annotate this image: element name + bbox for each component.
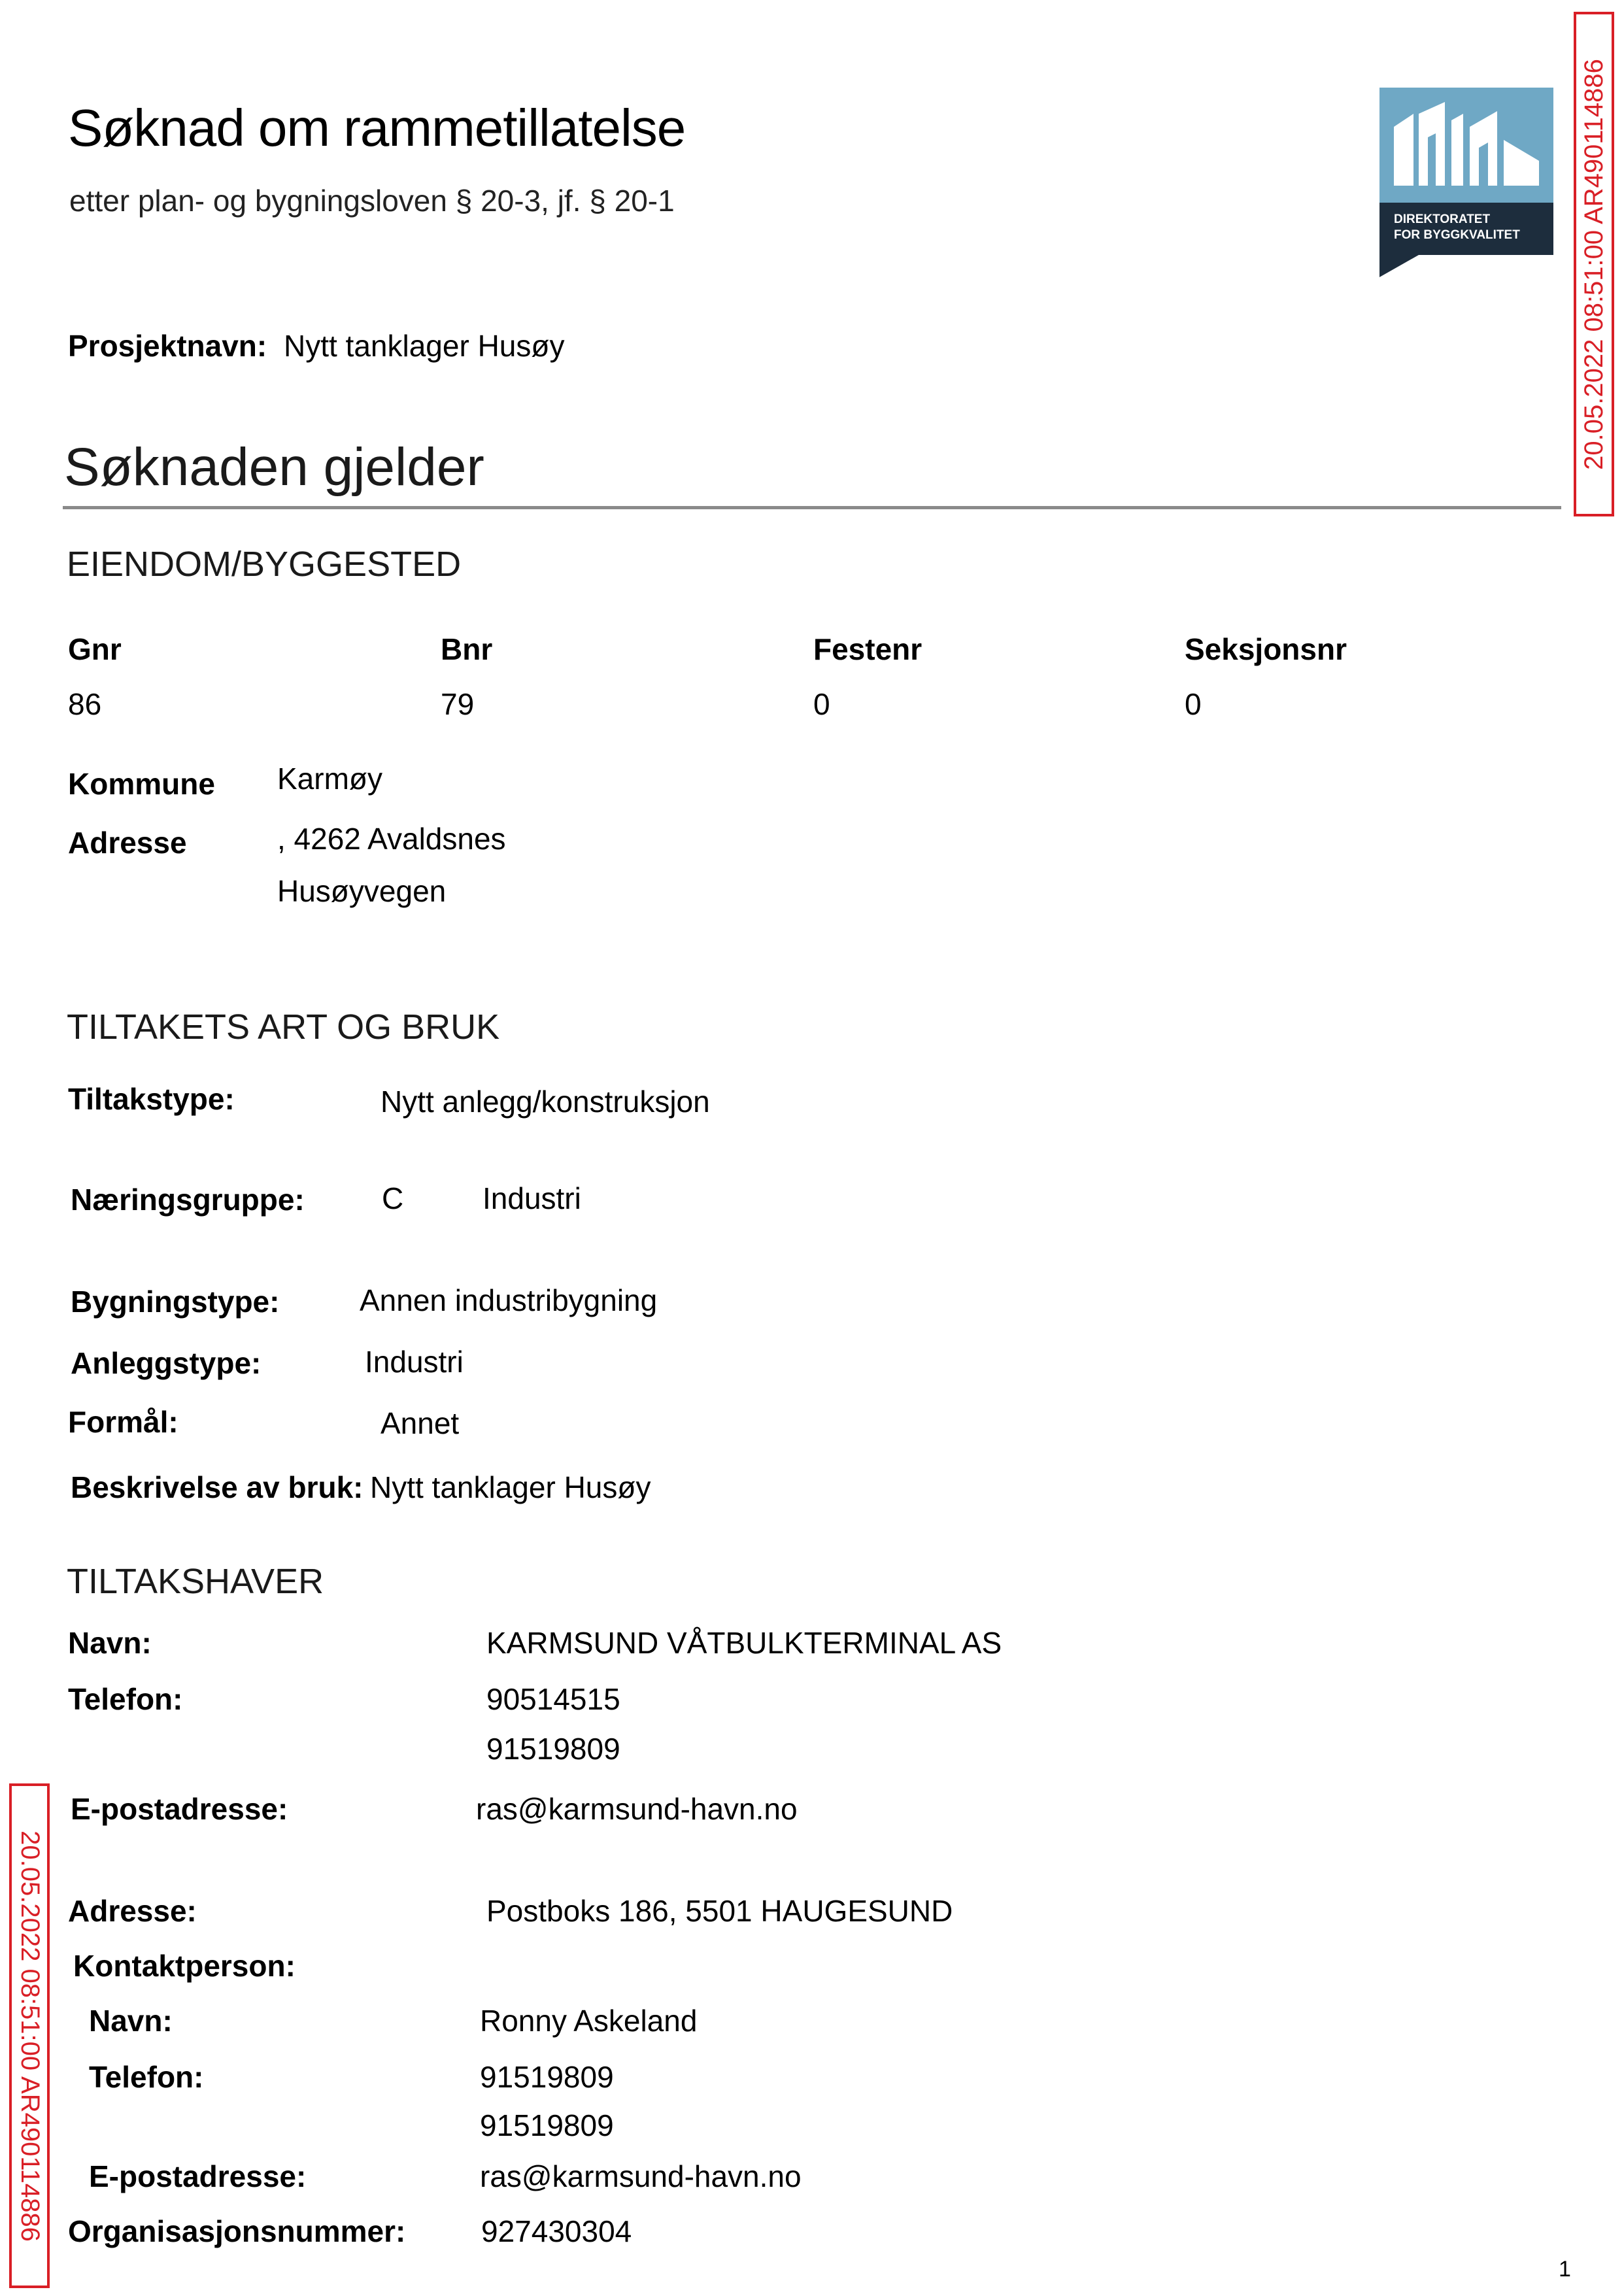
anleggstype-value: Industri — [365, 1345, 464, 1379]
logo-flag — [1379, 255, 1419, 277]
naeringsgruppe-value: Industri — [482, 1181, 581, 1215]
section-heading-tiltakshaver: TILTAKSHAVER — [67, 1562, 324, 1601]
kontakt-epost-value: ras@karmsund-havn.no — [480, 2159, 802, 2193]
tiltakstype-value: Nytt anlegg/konstruksjon — [381, 1085, 710, 1119]
section-heading-tiltak: TILTAKETS ART OG BRUK — [67, 1007, 500, 1047]
anleggstype-label: Anleggstype: — [71, 1346, 262, 1380]
formal-label: Formål: — [68, 1405, 178, 1439]
received-stamp-bottom — [9, 1783, 50, 2288]
page-number: 1 — [1559, 2257, 1571, 2282]
tiltakshaver-epost-value: ras@karmsund-havn.no — [476, 1792, 798, 1826]
festenr-label: Festenr — [813, 632, 922, 666]
dibk-logo-icon — [1379, 88, 1553, 203]
stamp-text-bottom: 20.05.2022 08:51:00 AR490114886 — [15, 1830, 44, 2242]
kommune-value: Karmøy — [277, 762, 382, 796]
dibk-logo-text — [1379, 203, 1553, 255]
tiltakstype-label: Tiltakstype: — [68, 1082, 235, 1116]
kontaktperson-label: Kontaktperson: — [73, 1949, 296, 1983]
tiltakshaver-telefon-1: 90514515 — [486, 1682, 620, 1716]
kontakt-navn-label: Navn: — [89, 2004, 173, 2038]
seksjonsnr-label: Seksjonsnr — [1185, 632, 1347, 666]
naeringsgruppe-label: Næringsgruppe: — [71, 1183, 305, 1217]
tiltakshaver-telefon-2: 91519809 — [486, 1732, 620, 1766]
gnr-label: Gnr — [68, 632, 122, 666]
received-stamp-top — [1574, 12, 1614, 516]
bygningstype-value: Annen industribygning — [360, 1283, 658, 1317]
naeringsgruppe-code: C — [382, 1181, 404, 1215]
section-heading-main: Søknaden gjelder — [64, 437, 484, 497]
organisasjonsnummer-label: Organisasjonsnummer: — [68, 2214, 406, 2248]
project-name-value: Nytt tanklager Husøy — [284, 329, 565, 363]
tiltakshaver-telefon-label: Telefon: — [68, 1682, 183, 1716]
adresse-line-2: Husøyvegen — [277, 874, 447, 908]
formal-value: Annet — [381, 1406, 460, 1440]
bygningstype-label: Bygningstype: — [71, 1285, 280, 1319]
section-divider — [63, 506, 1561, 509]
document-subtitle: etter plan- og bygningsloven § 20-3, jf. § 20-1 — [69, 184, 675, 218]
adresse-line-1: , 4262 Avaldsnes — [277, 822, 506, 856]
bnr-label: Bnr — [441, 632, 493, 666]
kontakt-telefon-1: 91519809 — [480, 2060, 614, 2094]
bnr-value: 79 — [441, 687, 475, 721]
logo-line-1: DIREKTORATET — [1394, 212, 1491, 226]
kontakt-telefon-label: Telefon: — [89, 2060, 204, 2094]
tiltakshaver-epost-label: E-postadresse: — [71, 1792, 288, 1826]
kontakt-epost-label: E-postadresse: — [89, 2159, 307, 2193]
organisasjonsnummer-value: 927430304 — [481, 2214, 632, 2248]
tiltakshaver-navn-value: KARMSUND VÅTBULKTERMINAL AS — [486, 1626, 1002, 1660]
adresse-label: Adresse — [68, 826, 187, 860]
kommune-label: Kommune — [68, 767, 215, 801]
festenr-value: 0 — [813, 687, 830, 721]
kontakt-telefon-2: 91519809 — [480, 2108, 614, 2142]
dibk-logo — [1379, 88, 1553, 277]
gnr-value: 86 — [68, 687, 102, 721]
seksjonsnr-value: 0 — [1185, 687, 1202, 721]
document-title: Søknad om rammetillatelse — [68, 99, 686, 157]
tiltakshaver-navn-label: Navn: — [68, 1626, 152, 1660]
stamp-text-top: 20.05.2022 08:51:00 AR490114886 — [1579, 58, 1608, 470]
beskrivelse-value: Nytt tanklager Husøy — [370, 1470, 651, 1504]
project-name-label: Prosjektnavn: — [68, 329, 267, 363]
kontakt-navn-value: Ronny Askeland — [480, 2004, 698, 2038]
section-heading-eiendom: EIENDOM/BYGGESTED — [67, 545, 462, 584]
tiltakshaver-adresse-value: Postboks 186, 5501 HAUGESUND — [486, 1894, 953, 1928]
tiltakshaver-adresse-label: Adresse: — [68, 1894, 197, 1928]
beskrivelse-label: Beskrivelse av bruk: — [71, 1470, 364, 1504]
logo-line-2: FOR BYGGKVALITET — [1394, 228, 1520, 242]
